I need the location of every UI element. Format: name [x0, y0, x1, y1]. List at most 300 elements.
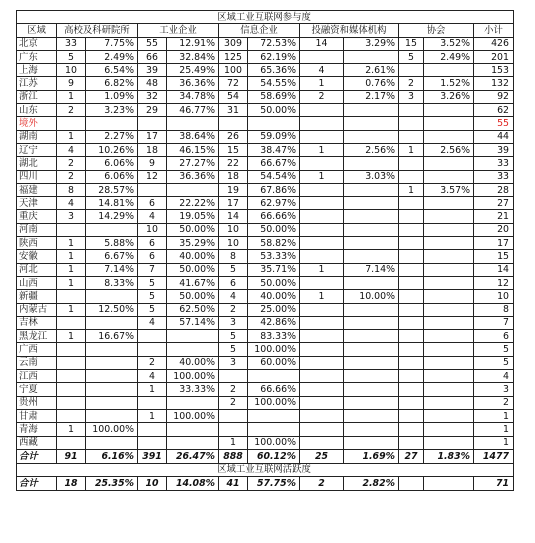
subtotal-cell: 2 — [474, 396, 514, 409]
percent-cell — [86, 343, 138, 356]
subtotal-cell: 1 — [474, 436, 514, 449]
count-cell — [219, 423, 248, 436]
percent-cell: 65.36% — [248, 64, 300, 77]
count-cell: 6 — [138, 250, 167, 263]
percent-cell — [86, 290, 138, 303]
region-cell: 安徽 — [17, 250, 57, 263]
table-row — [17, 343, 514, 356]
count-cell: 10 — [57, 64, 86, 77]
count-cell: 1 — [300, 143, 344, 156]
percent-cell: 19.05% — [167, 210, 219, 223]
percent-cell — [86, 117, 138, 130]
percent-cell: 53.33% — [248, 250, 300, 263]
subtotal-cell: 10 — [474, 290, 514, 303]
region-cell: 贵州 — [17, 396, 57, 409]
count-cell: 14 — [300, 37, 344, 50]
count-cell: 15 — [219, 143, 248, 156]
table-row — [17, 237, 514, 250]
count-cell: 1 — [57, 276, 86, 289]
percent-cell: 0.76% — [344, 77, 399, 90]
count-cell: 18 — [138, 143, 167, 156]
percent-cell — [424, 383, 474, 396]
count-cell: 1 — [399, 183, 424, 196]
count-cell: 10 — [219, 237, 248, 250]
subtotal-cell: 27 — [474, 197, 514, 210]
table-row — [17, 290, 514, 303]
percent-cell: 33.33% — [167, 383, 219, 396]
count-cell — [399, 130, 424, 143]
count-cell: 1 — [300, 263, 344, 276]
count-cell — [57, 383, 86, 396]
percent-cell: 54.54% — [248, 170, 300, 183]
percent-cell: 2.49% — [424, 50, 474, 63]
percent-cell: 59.09% — [248, 130, 300, 143]
count-cell — [219, 409, 248, 422]
percent-cell — [424, 436, 474, 449]
percent-cell: 58.82% — [248, 237, 300, 250]
percent-cell: 32.84% — [167, 50, 219, 63]
percent-cell — [424, 396, 474, 409]
total-cell: 60.12% — [248, 449, 300, 463]
total-cell: 1.83% — [424, 449, 474, 463]
count-cell — [399, 263, 424, 276]
count-cell: 7 — [138, 263, 167, 276]
count-cell: 1 — [57, 330, 86, 343]
table-row — [17, 370, 514, 383]
percent-cell: 36.36% — [167, 77, 219, 90]
percent-cell — [424, 223, 474, 236]
percent-cell: 1.09% — [86, 90, 138, 103]
percent-cell — [424, 157, 474, 170]
region-cell: 甘肃 — [17, 409, 57, 422]
percent-cell — [167, 330, 219, 343]
count-cell: 33 — [57, 37, 86, 50]
percent-cell — [424, 290, 474, 303]
percent-cell — [424, 117, 474, 130]
subtotal-cell: 5 — [474, 356, 514, 369]
percent-cell: 1.52% — [424, 77, 474, 90]
percent-cell — [424, 356, 474, 369]
region-cell: 云南 — [17, 356, 57, 369]
count-cell — [138, 117, 167, 130]
count-cell: 2 — [219, 303, 248, 316]
percent-cell: 50.00% — [248, 223, 300, 236]
count-cell: 100 — [219, 64, 248, 77]
count-cell: 12 — [138, 170, 167, 183]
region-cell: 河南 — [17, 223, 57, 236]
count-cell: 2 — [57, 104, 86, 117]
percent-cell: 57.14% — [167, 316, 219, 329]
count-cell: 3 — [399, 90, 424, 103]
count-cell: 22 — [219, 157, 248, 170]
count-cell: 6 — [219, 276, 248, 289]
percent-cell: 3.03% — [344, 170, 399, 183]
percent-cell: 14.29% — [86, 210, 138, 223]
percent-cell: 2.17% — [344, 90, 399, 103]
header-associations: 协会 — [399, 24, 474, 37]
count-cell — [399, 170, 424, 183]
region-cell: 河北 — [17, 263, 57, 276]
percent-cell: 3.57% — [424, 183, 474, 196]
percent-cell — [424, 276, 474, 289]
percent-cell: 8.33% — [86, 276, 138, 289]
count-cell: 8 — [219, 250, 248, 263]
table-title: 区域工业互联网参与度 — [17, 11, 514, 24]
subtotal-cell: 14 — [474, 263, 514, 276]
percent-cell: 7.14% — [86, 263, 138, 276]
percent-cell: 2.61% — [344, 64, 399, 77]
table-row — [17, 423, 514, 436]
percent-cell: 100.00% — [86, 423, 138, 436]
count-cell — [300, 197, 344, 210]
count-cell — [300, 316, 344, 329]
region-cell: 四川 — [17, 170, 57, 183]
table-row — [17, 90, 514, 103]
subtotal-cell: 39 — [474, 143, 514, 156]
table-row — [17, 409, 514, 422]
count-cell: 3 — [219, 316, 248, 329]
percent-cell — [86, 436, 138, 449]
percent-cell: 25.00% — [248, 303, 300, 316]
subtotal-cell: 17 — [474, 237, 514, 250]
total-cell: 26.47% — [167, 449, 219, 463]
percent-cell: 2.56% — [424, 143, 474, 156]
count-cell — [399, 343, 424, 356]
percent-cell: 3.23% — [86, 104, 138, 117]
percent-cell — [424, 130, 474, 143]
percent-cell — [344, 250, 399, 263]
percent-cell: 100.00% — [248, 396, 300, 409]
count-cell: 1 — [138, 383, 167, 396]
count-cell: 9 — [57, 77, 86, 90]
header-information: 信息企业 — [219, 24, 300, 37]
percent-cell: 38.47% — [248, 143, 300, 156]
percent-cell: 50.00% — [167, 263, 219, 276]
count-cell — [300, 157, 344, 170]
subtotal-cell: 33 — [474, 157, 514, 170]
percent-cell: 6.67% — [86, 250, 138, 263]
active-total-row — [17, 477, 514, 491]
count-cell: 19 — [219, 183, 248, 196]
percent-cell: 54.55% — [248, 77, 300, 90]
count-cell: 14 — [219, 210, 248, 223]
table-row — [17, 197, 514, 210]
header-region: 区域 — [17, 24, 57, 37]
region-cell: 辽宁 — [17, 143, 57, 156]
percent-cell — [424, 64, 474, 77]
count-cell — [399, 396, 424, 409]
region-cell: 江苏 — [17, 77, 57, 90]
percent-cell: 25.49% — [167, 64, 219, 77]
table-row — [17, 210, 514, 223]
count-cell — [57, 290, 86, 303]
percent-cell — [344, 104, 399, 117]
count-cell: 5 — [399, 50, 424, 63]
count-cell — [300, 183, 344, 196]
count-cell: 1 — [57, 250, 86, 263]
count-cell: 2 — [57, 157, 86, 170]
count-cell: 1 — [57, 263, 86, 276]
count-cell — [399, 250, 424, 263]
active-total-cell: 18 — [57, 477, 86, 491]
active-total-cell: 2.82% — [344, 477, 399, 491]
percent-cell: 12.91% — [167, 37, 219, 50]
count-cell — [57, 343, 86, 356]
count-cell — [399, 290, 424, 303]
count-cell: 17 — [219, 197, 248, 210]
count-cell: 3 — [219, 356, 248, 369]
table-row — [17, 436, 514, 449]
region-cell: 广西 — [17, 343, 57, 356]
count-cell: 2 — [219, 383, 248, 396]
percent-cell: 6.54% — [86, 64, 138, 77]
header-industrial: 工业企业 — [138, 24, 219, 37]
count-cell: 5 — [219, 343, 248, 356]
count-cell: 1 — [399, 143, 424, 156]
count-cell: 1 — [57, 90, 86, 103]
percent-cell: 14.81% — [86, 197, 138, 210]
subtotal-cell: 44 — [474, 130, 514, 143]
count-cell — [138, 343, 167, 356]
count-cell — [399, 316, 424, 329]
percent-cell: 16.67% — [86, 330, 138, 343]
count-cell: 5 — [138, 290, 167, 303]
percent-cell: 50.00% — [167, 290, 219, 303]
percent-cell — [344, 396, 399, 409]
percent-cell — [344, 409, 399, 422]
table-body — [17, 11, 514, 491]
table-row — [17, 303, 514, 316]
count-cell: 1 — [300, 77, 344, 90]
percent-cell — [424, 423, 474, 436]
count-cell: 125 — [219, 50, 248, 63]
table-row — [17, 117, 514, 130]
subtotal-cell: 1 — [474, 423, 514, 436]
region-cell: 上海 — [17, 64, 57, 77]
percent-cell: 2.56% — [344, 143, 399, 156]
percent-cell: 7.14% — [344, 263, 399, 276]
subtotal-cell: 7 — [474, 316, 514, 329]
count-cell — [57, 370, 86, 383]
subtotal-cell: 1 — [474, 409, 514, 422]
region-cell: 吉林 — [17, 316, 57, 329]
count-cell: 2 — [138, 356, 167, 369]
percent-cell — [424, 170, 474, 183]
region-cell: 陕西 — [17, 237, 57, 250]
total-cell: 91 — [57, 449, 86, 463]
region-cell: 福建 — [17, 183, 57, 196]
count-cell — [300, 356, 344, 369]
percent-cell: 10.26% — [86, 143, 138, 156]
percent-cell: 40.00% — [167, 356, 219, 369]
count-cell — [300, 436, 344, 449]
percent-cell — [344, 50, 399, 63]
count-cell — [300, 303, 344, 316]
count-cell: 1 — [57, 303, 86, 316]
count-cell — [399, 383, 424, 396]
percent-cell: 35.29% — [167, 237, 219, 250]
table-row — [17, 170, 514, 183]
count-cell: 18 — [219, 170, 248, 183]
total-cell: 1477 — [474, 449, 514, 463]
count-cell — [399, 370, 424, 383]
subtotal-cell: 426 — [474, 37, 514, 50]
count-cell: 1 — [300, 290, 344, 303]
percent-cell — [424, 104, 474, 117]
count-cell — [57, 396, 86, 409]
percent-cell — [167, 423, 219, 436]
count-cell — [399, 409, 424, 422]
percent-cell: 100.00% — [248, 343, 300, 356]
participation-table — [16, 10, 514, 491]
percent-cell — [424, 197, 474, 210]
percent-cell — [86, 316, 138, 329]
table-row — [17, 396, 514, 409]
active-total-cell: 57.75% — [248, 477, 300, 491]
count-cell: 66 — [138, 50, 167, 63]
count-cell: 6 — [138, 197, 167, 210]
count-cell — [300, 396, 344, 409]
subtotal-cell: 132 — [474, 77, 514, 90]
count-cell: 1 — [219, 436, 248, 449]
active-total-cell: 71 — [474, 477, 514, 491]
count-cell — [399, 276, 424, 289]
percent-cell: 42.86% — [248, 316, 300, 329]
percent-cell: 34.78% — [167, 90, 219, 103]
percent-cell: 35.71% — [248, 263, 300, 276]
count-cell: 1 — [57, 130, 86, 143]
count-cell: 9 — [138, 157, 167, 170]
count-cell: 4 — [138, 210, 167, 223]
total-cell: 25 — [300, 449, 344, 463]
count-cell — [138, 423, 167, 436]
total-row — [17, 449, 514, 463]
region-cell: 湖南 — [17, 130, 57, 143]
count-cell: 2 — [399, 77, 424, 90]
percent-cell: 41.67% — [167, 276, 219, 289]
region-cell: 湖北 — [17, 157, 57, 170]
count-cell — [300, 330, 344, 343]
count-cell: 48 — [138, 77, 167, 90]
table-row — [17, 316, 514, 329]
region-cell: 内蒙古 — [17, 303, 57, 316]
table-row — [17, 223, 514, 236]
count-cell — [399, 104, 424, 117]
table-row — [17, 104, 514, 117]
percent-cell — [344, 343, 399, 356]
region-cell: 宁夏 — [17, 383, 57, 396]
table-row — [17, 383, 514, 396]
percent-cell: 28.57% — [86, 183, 138, 196]
percent-cell — [344, 157, 399, 170]
count-cell — [399, 330, 424, 343]
active-total-cell — [424, 477, 474, 491]
percent-cell: 66.66% — [248, 383, 300, 396]
percent-cell: 27.27% — [167, 157, 219, 170]
percent-cell — [424, 210, 474, 223]
percent-cell: 22.22% — [167, 197, 219, 210]
region-cell: 江西 — [17, 370, 57, 383]
percent-cell — [344, 210, 399, 223]
count-cell — [57, 223, 86, 236]
count-cell — [57, 436, 86, 449]
count-cell: 29 — [138, 104, 167, 117]
count-cell — [300, 237, 344, 250]
count-cell — [57, 117, 86, 130]
percent-cell: 3.52% — [424, 37, 474, 50]
count-cell — [399, 117, 424, 130]
active-total-cell — [399, 477, 424, 491]
percent-cell — [167, 183, 219, 196]
count-cell — [399, 303, 424, 316]
percent-cell — [344, 370, 399, 383]
count-cell: 5 — [219, 263, 248, 276]
percent-cell: 46.15% — [167, 143, 219, 156]
count-cell — [138, 396, 167, 409]
table-row — [17, 330, 514, 343]
region-cell: 黑龙江 — [17, 330, 57, 343]
total-cell: 6.16% — [86, 449, 138, 463]
count-cell: 4 — [138, 316, 167, 329]
percent-cell: 5.88% — [86, 237, 138, 250]
percent-cell: 2.27% — [86, 130, 138, 143]
count-cell: 10 — [138, 223, 167, 236]
table-row — [17, 143, 514, 156]
count-cell — [57, 316, 86, 329]
percent-cell: 7.75% — [86, 37, 138, 50]
percent-cell: 62.19% — [248, 50, 300, 63]
percent-cell — [344, 330, 399, 343]
count-cell — [399, 237, 424, 250]
subtotal-cell: 5 — [474, 343, 514, 356]
count-cell — [300, 210, 344, 223]
count-cell — [399, 223, 424, 236]
percent-cell — [167, 396, 219, 409]
count-cell: 32 — [138, 90, 167, 103]
percent-cell — [424, 316, 474, 329]
count-cell — [300, 104, 344, 117]
percent-cell — [167, 117, 219, 130]
table-row — [17, 64, 514, 77]
count-cell — [300, 409, 344, 422]
table-row — [17, 183, 514, 196]
count-cell — [399, 157, 424, 170]
table-row — [17, 130, 514, 143]
count-cell: 1 — [57, 237, 86, 250]
percent-cell — [344, 130, 399, 143]
percent-cell: 6.82% — [86, 77, 138, 90]
percent-cell — [344, 303, 399, 316]
count-cell — [399, 197, 424, 210]
percent-cell — [344, 197, 399, 210]
count-cell — [300, 50, 344, 63]
percent-cell — [248, 117, 300, 130]
header-subtotal: 小计 — [474, 24, 514, 37]
header-investment-media: 投融资和媒体机构 — [300, 24, 399, 37]
subtotal-cell: 28 — [474, 183, 514, 196]
count-cell: 2 — [300, 90, 344, 103]
count-cell — [57, 356, 86, 369]
count-cell: 17 — [138, 130, 167, 143]
count-cell: 4 — [57, 143, 86, 156]
count-cell — [399, 436, 424, 449]
subtotal-cell: 8 — [474, 303, 514, 316]
percent-cell — [86, 223, 138, 236]
percent-cell: 83.33% — [248, 330, 300, 343]
table-row — [17, 157, 514, 170]
percent-cell: 100.00% — [167, 370, 219, 383]
total-cell: 391 — [138, 449, 167, 463]
